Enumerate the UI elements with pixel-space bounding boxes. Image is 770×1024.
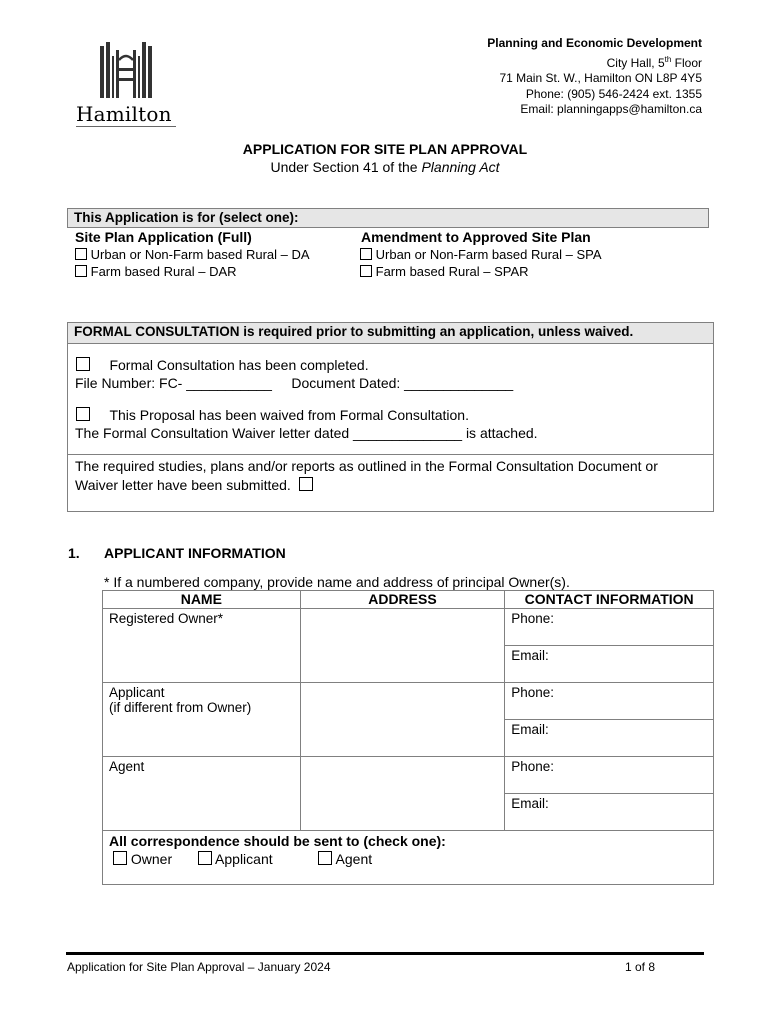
file-number-line: File Number: FC- ___________ Document Dated: ______________ <box>75 375 514 391</box>
footer-rule <box>66 952 704 955</box>
section-number: 1. <box>68 545 80 561</box>
column-header: ADDRESS <box>300 591 505 609</box>
email-line: Email: planningapps@hamilton.ca <box>520 102 702 116</box>
required-studies-line-1: The required studies, plans and/or reports as outlined in the Formal Consultation Document or <box>75 458 658 474</box>
applicant-address-cell[interactable] <box>300 683 505 757</box>
department-name: Planning and Economic Development <box>487 36 702 50</box>
table-row <box>103 683 714 720</box>
section-note: * If a numbered company, provide name and address of principal Owner(s). <box>104 574 570 590</box>
owner-email-cell[interactable]: Email: <box>505 646 714 683</box>
document-title <box>0 140 770 176</box>
option-spa[interactable]: Urban or Non-Farm based Rural – SPA <box>360 247 602 262</box>
checkbox[interactable] <box>76 357 90 371</box>
owner-name-cell[interactable]: Registered Owner* <box>103 609 301 683</box>
checkbox[interactable] <box>299 477 313 491</box>
consultation-completed[interactable]: Formal Consultation has been completed. <box>76 357 369 373</box>
consultation-divider <box>68 454 713 455</box>
checkbox[interactable] <box>318 851 332 865</box>
correspondence-applicant[interactable]: Applicant <box>198 851 273 867</box>
agent-address-cell[interactable] <box>300 757 505 831</box>
full-application-heading: Site Plan Application (Full) <box>75 229 252 245</box>
title-main: APPLICATION FOR SITE PLAN APPROVAL <box>242 141 528 157</box>
department-info <box>487 36 702 118</box>
title-sub: Under Section 41 of the Planning Act <box>270 159 500 175</box>
logo-wordmark: Hamilton <box>76 102 172 126</box>
section-heading: APPLICANT INFORMATION <box>104 545 286 561</box>
agent-phone-cell[interactable]: Phone: <box>505 757 714 794</box>
option-dar[interactable]: Farm based Rural – DAR <box>75 264 237 279</box>
checkbox[interactable] <box>76 407 90 421</box>
option-da[interactable]: Urban or Non-Farm based Rural – DA <box>75 247 310 262</box>
table-header-row <box>103 591 714 609</box>
applicant-email-cell[interactable]: Email: <box>505 720 714 757</box>
applicant-table <box>102 590 714 885</box>
owner-phone-cell[interactable]: Phone: <box>505 609 714 646</box>
correspondence-agent[interactable]: Agent <box>318 851 372 867</box>
agent-email-cell[interactable]: Email: <box>505 794 714 831</box>
checkbox[interactable] <box>198 851 212 865</box>
logo-underline <box>76 126 176 127</box>
agent-name-cell[interactable]: Agent <box>103 757 301 831</box>
checkbox[interactable] <box>360 248 372 260</box>
applicant-phone-cell[interactable]: Phone: <box>505 683 714 720</box>
column-header: CONTACT INFORMATION <box>505 591 714 609</box>
consultation-waived[interactable]: This Proposal has been waived from Formal Consultation. <box>76 407 469 423</box>
footer-title: Application for Site Plan Approval – January 2024 <box>67 960 331 974</box>
checkbox[interactable] <box>75 248 87 260</box>
correspondence-label: All correspondence should be sent to (check one): <box>109 833 446 849</box>
applicant-name-cell[interactable]: Applicant (if different from Owner) <box>103 683 301 757</box>
checkbox[interactable] <box>75 265 87 277</box>
column-header: NAME <box>103 591 301 609</box>
waiver-letter-line: The Formal Consultation Waiver letter dated ______________ is attached. <box>75 425 538 441</box>
correspondence-owner[interactable]: Owner <box>113 851 172 867</box>
option-spar[interactable]: Farm based Rural – SPAR <box>360 264 529 279</box>
page-number: 1 of 8 <box>625 960 656 974</box>
table-row <box>103 609 714 646</box>
phone-line: Phone: (905) 546-2424 ext. 1355 <box>525 86 702 101</box>
table-row <box>103 757 714 794</box>
checkbox[interactable] <box>113 851 127 865</box>
correspondence-cell <box>103 831 714 885</box>
correspondence-row <box>103 831 714 885</box>
amendment-heading: Amendment to Approved Site Plan <box>361 229 591 245</box>
consultation-header: FORMAL CONSULTATION is required prior to submitting an application, unless waived. <box>68 323 713 344</box>
address-line-1: City Hall, 5th Floor <box>606 54 702 70</box>
required-studies-line-2[interactable]: Waiver letter have been submitted. <box>75 477 313 493</box>
application-type-header: This Application is for (select one): <box>67 208 709 228</box>
address-line-2: 71 Main St. W., Hamilton ON L8P 4Y5 <box>499 71 702 85</box>
checkbox[interactable] <box>360 265 372 277</box>
hamilton-crest-icon <box>96 42 156 102</box>
owner-address-cell[interactable] <box>300 609 505 683</box>
